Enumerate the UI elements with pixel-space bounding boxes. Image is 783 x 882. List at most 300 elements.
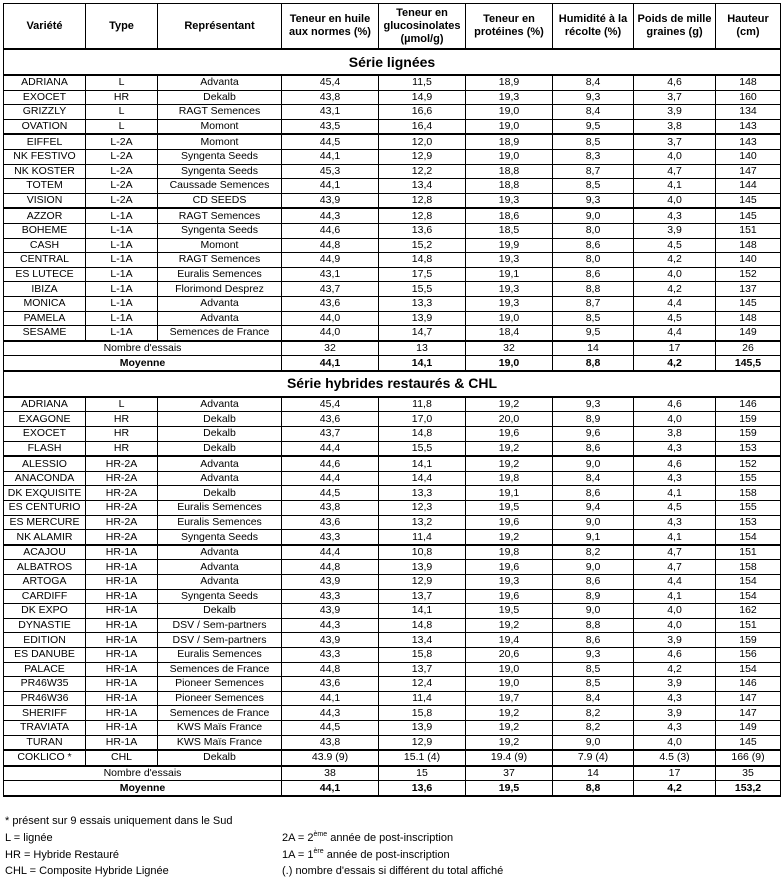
- cell-tsw: 4,4: [634, 296, 716, 311]
- cell-variety: PALACE: [4, 662, 86, 677]
- cell-oil: 44,1: [282, 179, 379, 194]
- cell-moisture: 8,5: [553, 134, 634, 149]
- table-row: [4, 735, 781, 750]
- cell-variety: EXOCET: [4, 427, 86, 442]
- cell-representative: Euralis Semences: [158, 501, 282, 516]
- results-table: [3, 3, 781, 797]
- cell-tsw: 4,0: [634, 267, 716, 282]
- table-row: [4, 253, 781, 268]
- cell-variety: GRIZZLY: [4, 105, 86, 120]
- cell-glucosinolates: 13,3: [379, 486, 466, 501]
- cell-oil: 44,8: [282, 560, 379, 575]
- cell-oil: 44,4: [282, 471, 379, 486]
- cell-type: HR: [86, 90, 158, 105]
- mean-oil: 44,1: [282, 781, 379, 796]
- cell-glucosinolates: 12,4: [379, 677, 466, 692]
- cell-oil: 44,3: [282, 208, 379, 223]
- legend-2a-suffix: année de post-inscription: [327, 832, 454, 844]
- cell-moisture: 9,0: [553, 515, 634, 530]
- table-row: [4, 501, 781, 516]
- cell-tsw: 4,5: [634, 238, 716, 253]
- cell-height: 154: [716, 589, 781, 604]
- cell-type: HR-1A: [86, 589, 158, 604]
- cell-protein: 19,8: [466, 545, 553, 560]
- cell-type: HR-2A: [86, 515, 158, 530]
- cell-height: 155: [716, 471, 781, 486]
- cell-representative: Dekalb: [158, 604, 282, 619]
- cell-representative: Dekalb: [158, 427, 282, 442]
- cell-variety: CARDIFF: [4, 589, 86, 604]
- cell-variety: CENTRAL: [4, 253, 86, 268]
- table-row: [4, 677, 781, 692]
- cell-type: L-2A: [86, 179, 158, 194]
- cell-protein: 19,2: [466, 530, 553, 545]
- table-row: [4, 545, 781, 560]
- cell-height: 143: [716, 134, 781, 149]
- cell-representative: Syngenta Seeds: [158, 164, 282, 179]
- cell-type: HR-2A: [86, 456, 158, 471]
- cell-moisture: 9,0: [553, 560, 634, 575]
- cell-protein: 19,5: [466, 501, 553, 516]
- cell-height: 151: [716, 545, 781, 560]
- cell-type: L-1A: [86, 326, 158, 341]
- cell-height: 160: [716, 90, 781, 105]
- cell-glucosinolates: 13,2: [379, 515, 466, 530]
- series-title: Série lignées: [4, 49, 781, 75]
- cell-glucosinolates: 14,8: [379, 618, 466, 633]
- cell-oil: 43,6: [282, 412, 379, 427]
- mean-protein: 19,5: [466, 781, 553, 796]
- mean-glucosinolates: 13,6: [379, 781, 466, 796]
- cell-type: HR-1A: [86, 545, 158, 560]
- cell-oil: 44,5: [282, 486, 379, 501]
- cell-protein: 19,1: [466, 486, 553, 501]
- mean-height: 145,5: [716, 356, 781, 371]
- cell-oil: 44,8: [282, 662, 379, 677]
- cell-moisture: 8,6: [553, 441, 634, 456]
- series-title: Série hybrides restaurés & CHL: [4, 371, 781, 397]
- cell-moisture: 9,3: [553, 193, 634, 208]
- cell-representative: Advanta: [158, 545, 282, 560]
- cell-variety: EXOCET: [4, 90, 86, 105]
- cell-representative: Pioneer Semences: [158, 677, 282, 692]
- cell-type: HR-2A: [86, 530, 158, 545]
- cell-protein: 19,4: [466, 633, 553, 648]
- cell-height: 152: [716, 456, 781, 471]
- cell-representative: Advanta: [158, 471, 282, 486]
- cell-representative: Semences de France: [158, 662, 282, 677]
- cell-type: HR-2A: [86, 471, 158, 486]
- cell-height: 140: [716, 253, 781, 268]
- cell-height: 145: [716, 193, 781, 208]
- cell-tsw: 3,8: [634, 119, 716, 134]
- trial-count-tsw: 17: [634, 341, 716, 356]
- cell-height: 145: [716, 296, 781, 311]
- cell-oil: 44,6: [282, 223, 379, 238]
- legend-1a-prefix: 1A = 1: [282, 849, 314, 861]
- cell-tsw: 4,3: [634, 691, 716, 706]
- cell-protein: 18,8: [466, 179, 553, 194]
- cell-tsw: 4,7: [634, 545, 716, 560]
- cell-protein: 18,5: [466, 223, 553, 238]
- cell-protein: 18,8: [466, 164, 553, 179]
- cell-variety: PR46W35: [4, 677, 86, 692]
- cell-variety: ADRIANA: [4, 75, 86, 90]
- cell-representative: Advanta: [158, 397, 282, 412]
- footnote-star: * présent sur 9 essais uniquement dans le Sud: [5, 815, 233, 827]
- cell-variety: FLASH: [4, 441, 86, 456]
- table-row: [4, 720, 781, 735]
- trial-count-oil: 38: [282, 766, 379, 781]
- header-glucosinolates: Teneur en glucosinolates (µmol/g): [379, 4, 466, 50]
- cell-protein: 19,2: [466, 706, 553, 721]
- cell-type: HR-2A: [86, 501, 158, 516]
- table-row: [4, 589, 781, 604]
- cell-protein: 19,6: [466, 427, 553, 442]
- table-row: [4, 267, 781, 282]
- cell-type: HR-1A: [86, 633, 158, 648]
- cell-height: 143: [716, 119, 781, 134]
- cell-type: L-2A: [86, 193, 158, 208]
- trial-count-glucosinolates: 13: [379, 341, 466, 356]
- cell-representative: Advanta: [158, 456, 282, 471]
- series-header: [4, 49, 781, 75]
- cell-tsw: 4,7: [634, 164, 716, 179]
- cell-glucosinolates: 11,8: [379, 397, 466, 412]
- cell-glucosinolates: 13,4: [379, 179, 466, 194]
- cell-type: HR-1A: [86, 720, 158, 735]
- trial-count-label: Nombre d'essais: [4, 766, 282, 781]
- cell-variety: AZZOR: [4, 208, 86, 223]
- table-row: [4, 105, 781, 120]
- cell-height: 159: [716, 412, 781, 427]
- cell-moisture: 9,0: [553, 604, 634, 619]
- cell-oil: 43,7: [282, 282, 379, 297]
- cell-height: 158: [716, 560, 781, 575]
- cell-height: 166 (9): [716, 750, 781, 766]
- cell-oil: 43,6: [282, 515, 379, 530]
- cell-representative: RAGT Semences: [158, 208, 282, 223]
- cell-glucosinolates: 12,8: [379, 208, 466, 223]
- cell-glucosinolates: 14,7: [379, 326, 466, 341]
- cell-type: L: [86, 397, 158, 412]
- cell-oil: 44,5: [282, 134, 379, 149]
- cell-type: HR-1A: [86, 662, 158, 677]
- cell-oil: 44,1: [282, 149, 379, 164]
- legend-parentheses: (.) nombre d'essais si différent du total affiché: [282, 865, 504, 877]
- cell-variety: DK EXPO: [4, 604, 86, 619]
- cell-tsw: 3,8: [634, 427, 716, 442]
- mean-row: [4, 356, 781, 371]
- cell-oil: 44,5: [282, 720, 379, 735]
- cell-protein: 19,1: [466, 267, 553, 282]
- cell-tsw: 4,4: [634, 575, 716, 590]
- cell-protein: 19,0: [466, 119, 553, 134]
- cell-height: 148: [716, 311, 781, 326]
- cell-moisture: 8,6: [553, 238, 634, 253]
- cell-glucosinolates: 12,9: [379, 735, 466, 750]
- cell-representative: DSV / Sem-partners: [158, 618, 282, 633]
- cell-tsw: 4,6: [634, 397, 716, 412]
- cell-tsw: 4,6: [634, 456, 716, 471]
- cell-glucosinolates: 14,9: [379, 90, 466, 105]
- cell-height: 152: [716, 267, 781, 282]
- cell-representative: Syngenta Seeds: [158, 223, 282, 238]
- cell-glucosinolates: 17,5: [379, 267, 466, 282]
- legend-2a: [282, 830, 453, 846]
- cell-type: HR-2A: [86, 486, 158, 501]
- cell-glucosinolates: 13,9: [379, 560, 466, 575]
- results-table-container: [3, 3, 780, 797]
- legend-1a: [282, 847, 450, 863]
- cell-glucosinolates: 12,9: [379, 575, 466, 590]
- cell-representative: Dekalb: [158, 90, 282, 105]
- table-row: [4, 486, 781, 501]
- cell-moisture: 8,2: [553, 706, 634, 721]
- trial-count-row: [4, 341, 781, 356]
- cell-oil: 44,8: [282, 238, 379, 253]
- cell-type: L-2A: [86, 164, 158, 179]
- cell-protein: 19,3: [466, 575, 553, 590]
- mean-label: Moyenne: [4, 356, 282, 371]
- cell-oil: 43,3: [282, 647, 379, 662]
- cell-tsw: 4,1: [634, 589, 716, 604]
- table-row: [4, 706, 781, 721]
- cell-tsw: 3,9: [634, 223, 716, 238]
- table-row: [4, 397, 781, 412]
- legend-hybride-restaure: HR = Hybride Restauré: [5, 849, 120, 861]
- cell-type: HR-1A: [86, 691, 158, 706]
- mean-protein: 19,0: [466, 356, 553, 371]
- trial-count-height: 35: [716, 766, 781, 781]
- cell-type: HR-1A: [86, 735, 158, 750]
- cell-variety: NK FESTIVO: [4, 149, 86, 164]
- mean-oil: 44,1: [282, 356, 379, 371]
- table-row: [4, 441, 781, 456]
- mean-moisture: 8,8: [553, 356, 634, 371]
- mean-height: 153,2: [716, 781, 781, 796]
- cell-type: HR-1A: [86, 604, 158, 619]
- cell-type: L: [86, 75, 158, 90]
- cell-glucosinolates: 13,7: [379, 662, 466, 677]
- cell-representative: KWS Maïs France: [158, 735, 282, 750]
- cell-moisture: 9,1: [553, 530, 634, 545]
- trial-count-tsw: 17: [634, 766, 716, 781]
- cell-protein: 19,3: [466, 193, 553, 208]
- cell-protein: 19,3: [466, 90, 553, 105]
- cell-moisture: 9,5: [553, 119, 634, 134]
- header-height: Hauteur (cm): [716, 4, 781, 50]
- cell-glucosinolates: 14,4: [379, 471, 466, 486]
- cell-glucosinolates: 12,2: [379, 164, 466, 179]
- cell-height: 159: [716, 633, 781, 648]
- cell-protein: 19,9: [466, 238, 553, 253]
- trial-count-protein: 37: [466, 766, 553, 781]
- cell-representative: Florimond Desprez: [158, 282, 282, 297]
- cell-representative: RAGT Semences: [158, 105, 282, 120]
- cell-moisture: 9,0: [553, 735, 634, 750]
- cell-glucosinolates: 13,9: [379, 720, 466, 735]
- cell-type: L-1A: [86, 296, 158, 311]
- legend-composite: CHL = Composite Hybride Lignée: [5, 865, 169, 877]
- cell-moisture: 8,0: [553, 223, 634, 238]
- cell-oil: 45,3: [282, 164, 379, 179]
- cell-moisture: 7.9 (4): [553, 750, 634, 766]
- table-row: [4, 456, 781, 471]
- cell-glucosinolates: 13,9: [379, 311, 466, 326]
- header-row: [4, 4, 781, 50]
- cell-moisture: 9,3: [553, 647, 634, 662]
- cell-oil: 45,4: [282, 75, 379, 90]
- table-row: [4, 149, 781, 164]
- cell-representative: Advanta: [158, 75, 282, 90]
- cell-tsw: 4,3: [634, 441, 716, 456]
- cell-height: 145: [716, 208, 781, 223]
- cell-representative: Syngenta Seeds: [158, 530, 282, 545]
- cell-oil: 43,9: [282, 604, 379, 619]
- cell-type: L-1A: [86, 223, 158, 238]
- cell-variety: EIFFEL: [4, 134, 86, 149]
- cell-glucosinolates: 16,6: [379, 105, 466, 120]
- table-row: [4, 119, 781, 134]
- cell-height: 154: [716, 662, 781, 677]
- cell-moisture: 8,5: [553, 662, 634, 677]
- cell-moisture: 8,6: [553, 486, 634, 501]
- cell-tsw: 4,3: [634, 720, 716, 735]
- cell-height: 155: [716, 501, 781, 516]
- table-row: [4, 296, 781, 311]
- cell-oil: 44,4: [282, 441, 379, 456]
- cell-type: HR-1A: [86, 677, 158, 692]
- cell-height: 159: [716, 427, 781, 442]
- cell-oil: 43,9: [282, 193, 379, 208]
- cell-height: 146: [716, 397, 781, 412]
- cell-tsw: 4,3: [634, 515, 716, 530]
- table-row: [4, 530, 781, 545]
- cell-variety: DK EXQUISITE: [4, 486, 86, 501]
- cell-glucosinolates: 12,0: [379, 134, 466, 149]
- cell-glucosinolates: 14,1: [379, 604, 466, 619]
- cell-height: 146: [716, 677, 781, 692]
- cell-moisture: 9,0: [553, 456, 634, 471]
- cell-height: 162: [716, 604, 781, 619]
- cell-glucosinolates: 15,5: [379, 282, 466, 297]
- cell-protein: 19,0: [466, 662, 553, 677]
- cell-representative: Euralis Semences: [158, 647, 282, 662]
- trial-count-height: 26: [716, 341, 781, 356]
- cell-protein: 18,9: [466, 134, 553, 149]
- cell-tsw: 3,9: [634, 677, 716, 692]
- results-body: [4, 49, 781, 796]
- cell-representative: KWS Maïs France: [158, 720, 282, 735]
- cell-oil: 43,8: [282, 90, 379, 105]
- mean-tsw: 4,2: [634, 356, 716, 371]
- cell-representative: Dekalb: [158, 412, 282, 427]
- cell-protein: 19,3: [466, 296, 553, 311]
- cell-representative: Momont: [158, 238, 282, 253]
- cell-representative: Euralis Semences: [158, 515, 282, 530]
- table-row: [4, 575, 781, 590]
- header-representative: Représentant: [158, 4, 282, 50]
- cell-height: 154: [716, 575, 781, 590]
- cell-moisture: 8,4: [553, 691, 634, 706]
- cell-height: 149: [716, 720, 781, 735]
- header-protein: Teneur en protéines (%): [466, 4, 553, 50]
- cell-tsw: 4,4: [634, 326, 716, 341]
- cell-oil: 44,0: [282, 326, 379, 341]
- table-row: [4, 75, 781, 90]
- cell-protein: 19,6: [466, 560, 553, 575]
- cell-protein: 19,2: [466, 441, 553, 456]
- cell-variety: NK KOSTER: [4, 164, 86, 179]
- legend-1a-suffix: année de post-inscription: [323, 849, 450, 861]
- cell-glucosinolates: 14,8: [379, 253, 466, 268]
- cell-oil: 43,9: [282, 575, 379, 590]
- cell-tsw: 4,0: [634, 735, 716, 750]
- cell-moisture: 8,7: [553, 296, 634, 311]
- cell-tsw: 4,6: [634, 75, 716, 90]
- cell-representative: Semences de France: [158, 706, 282, 721]
- table-row: [4, 618, 781, 633]
- cell-oil: 44,4: [282, 545, 379, 560]
- cell-protein: 19,6: [466, 589, 553, 604]
- cell-glucosinolates: 10,8: [379, 545, 466, 560]
- cell-moisture: 8,2: [553, 720, 634, 735]
- cell-variety: TRAVIATA: [4, 720, 86, 735]
- cell-representative: Syngenta Seeds: [158, 589, 282, 604]
- cell-type: L-2A: [86, 149, 158, 164]
- cell-tsw: 3,9: [634, 105, 716, 120]
- cell-moisture: 8,4: [553, 471, 634, 486]
- cell-representative: Advanta: [158, 575, 282, 590]
- cell-oil: 44,9: [282, 253, 379, 268]
- cell-variety: IBIZA: [4, 282, 86, 297]
- cell-tsw: 4,0: [634, 618, 716, 633]
- cell-moisture: 8,5: [553, 179, 634, 194]
- cell-tsw: 4.5 (3): [634, 750, 716, 766]
- table-row: [4, 647, 781, 662]
- cell-variety: OVATION: [4, 119, 86, 134]
- cell-height: 147: [716, 706, 781, 721]
- cell-oil: 43,3: [282, 530, 379, 545]
- cell-type: CHL: [86, 750, 158, 766]
- cell-glucosinolates: 15,2: [379, 238, 466, 253]
- cell-protein: 19,3: [466, 253, 553, 268]
- cell-oil: 44,6: [282, 456, 379, 471]
- cell-tsw: 4,0: [634, 193, 716, 208]
- cell-oil: 45,4: [282, 397, 379, 412]
- cell-protein: 18,9: [466, 75, 553, 90]
- cell-height: 154: [716, 530, 781, 545]
- cell-tsw: 4,0: [634, 604, 716, 619]
- cell-moisture: 8,5: [553, 677, 634, 692]
- table-row: [4, 412, 781, 427]
- cell-oil: 43,8: [282, 735, 379, 750]
- cell-variety: ALBATROS: [4, 560, 86, 575]
- cell-variety: COKLICO *: [4, 750, 86, 766]
- cell-oil: 43,7: [282, 427, 379, 442]
- cell-tsw: 4,5: [634, 501, 716, 516]
- header-oil-content: Teneur en huile aux normes (%): [282, 4, 379, 50]
- cell-glucosinolates: 15,8: [379, 706, 466, 721]
- table-row: [4, 134, 781, 149]
- cell-protein: 20,0: [466, 412, 553, 427]
- cell-variety: ADRIANA: [4, 397, 86, 412]
- trial-count-protein: 32: [466, 341, 553, 356]
- cell-variety: ALESSIO: [4, 456, 86, 471]
- cell-tsw: 4,1: [634, 530, 716, 545]
- mean-moisture: 8,8: [553, 781, 634, 796]
